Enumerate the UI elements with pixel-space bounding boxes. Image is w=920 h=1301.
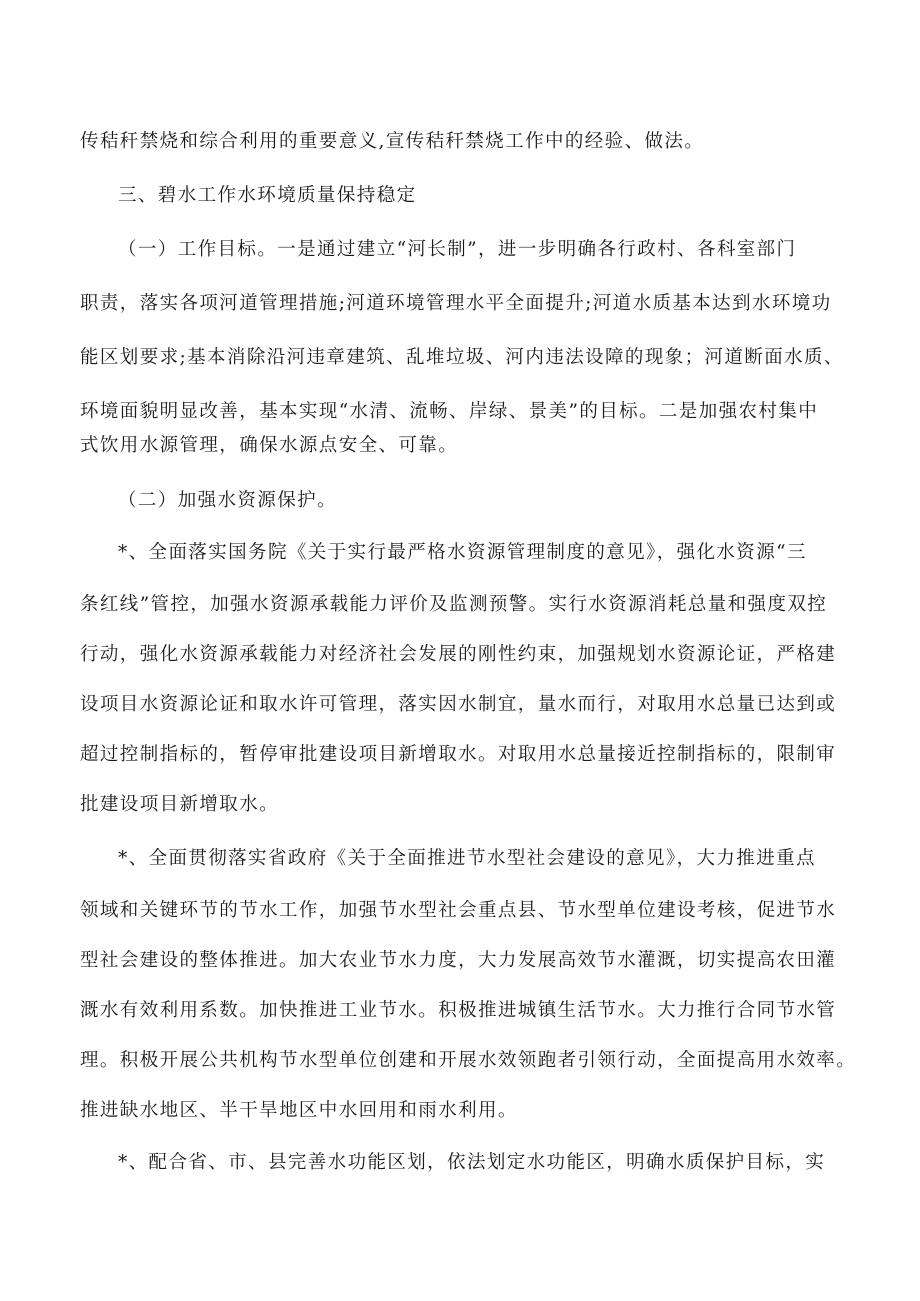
text-line: 式饮用水源管理，确保水源点安全、可靠。 — [80, 435, 459, 456]
text-line: 能区划要求;基本消除沿河违章建筑、乱堆垃圾、河内违法设障的现象；河道断面水质、 — [80, 347, 844, 368]
text-line: 职责，落实各项河道管理措施;河道环境管理水平全面提升;河道水质基本达到水环境功 — [80, 293, 832, 314]
text-line: 环境面貌明显改善，基本实现“水清、流畅、岸绿、景美”的目标。二是加强农村集中 — [80, 401, 819, 422]
text-line: 条红线”管控，加强水资源承载能力评价及监测预警。实行水资源消耗总量和强度双控 — [80, 594, 828, 615]
text-line: *、全面落实国务院《关于实行最严格水资源管理制度的意见》，强化水资源“三 — [118, 542, 807, 563]
text-line: （一）工作目标。一是通过建立“河长制”，进一步明确各行政村、各科室部门 — [118, 239, 797, 260]
text-line: *、配合省、市、县完善水功能区划，依法划定水功能区，明确水质保护目标，实 — [118, 1152, 826, 1173]
text-line: 行动，强化水资源承载能力对经济社会发展的刚性约束，加强规划水资源论证，严格建 — [80, 644, 837, 665]
text-line: 型社会建设的整体推进。加大农业节水力度，大力发展高效节水灌溉，切实提高农田灌 — [80, 950, 837, 971]
text-line: 溉水有效利用系数。加快推进工业节水。积极推进城镇生活节水。大力推行合同节水管 — [80, 1000, 837, 1021]
text-line: 超过控制指标的，暂停审批建设项目新增取水。对取用水总量接近控制指标的，限制审 — [80, 744, 837, 765]
text-line: 领域和关键环节的节水工作，加强节水型社会重点县、节水型单位建设考核，促进节水 — [80, 900, 837, 921]
text-line: *、全面贯彻落实省政府《关于全面推进节水型社会建设的意见》，大力推进重点 — [118, 848, 816, 869]
text-line: 批建设项目新增取水。 — [80, 794, 280, 815]
subsection-heading: （二）加强水资源保护。 — [118, 490, 337, 511]
text-line: 传秸秆禁烧和综合利用的重要意义,宣传秸秆禁烧工作中的经验、做法。 — [80, 131, 705, 152]
text-line: 推进缺水地区、半干旱地区中水回用和雨水利用。 — [80, 1100, 518, 1121]
text-line: 设项目水资源论证和取水许可管理，落实因水制宜，量水而行，对取用水总量已达到或 — [80, 694, 837, 715]
text-line: 理。积极开展公共机构节水型单位创建和开展水效领跑者引领行动，全面提高用水效率。 — [80, 1050, 857, 1071]
section-heading: 三、碧水工作水环境质量保持稳定 — [118, 185, 417, 206]
